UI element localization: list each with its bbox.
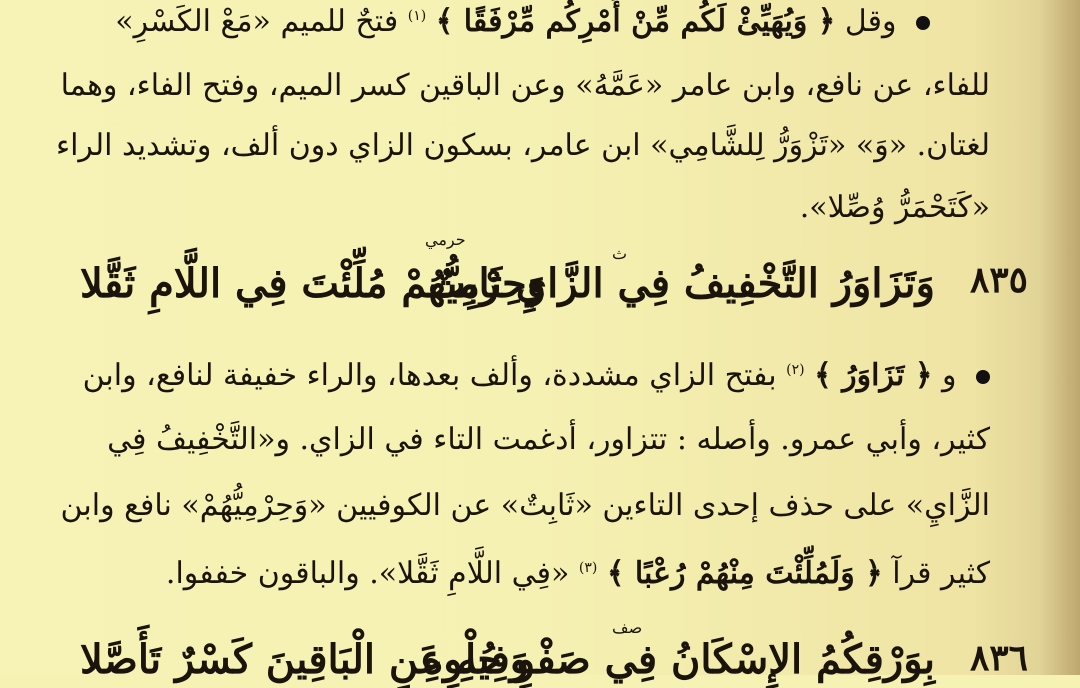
verse-number: ٨٣٦ xyxy=(970,637,1029,679)
text-line: لغتان. «وَ» «تَزْوَرُّ لِلشَّامِي» ابن عامر، بسكون الزاي دون ألف، وتشديد الراء xyxy=(55,128,990,163)
text-line: «كَتَحْمَرُّ وُصِّلا». xyxy=(799,190,990,225)
bullet-icon xyxy=(976,370,990,384)
quran-quote: ﴿ وَلَمُلِّئْتَ مِنْهُمْ رُعْبًا ﴾ xyxy=(606,556,883,591)
bullet-icon xyxy=(916,16,930,30)
text-line xyxy=(166,548,990,594)
line-suffix: «فِي اللَّامِ ثَقَّلا». والباقون خففوا. xyxy=(165,556,570,591)
text-line: للفاء، عن نافع، وابن عامر «عَمَّهُ» وعن الباقين كسر الميم، وفتح الفاء، وهما xyxy=(60,68,990,103)
footnote-marker: (٣) xyxy=(578,560,598,576)
text-line: كثير، وأبي عمرو. وأصله : تتزاور، أدغمت التاء في الزاي. و«التَّخْفِيفُ فِي xyxy=(107,422,990,457)
verse-hemistich-left: وَفِيهِ عَنِ الْبَاقِينَ كَسْرٌ تَأَصَّلا xyxy=(80,636,530,683)
text-line xyxy=(83,350,990,396)
verse-number: ٨٣٥ xyxy=(970,259,1029,301)
quran-quote: ﴿ وَيُهَيِّئْ لَكُم مِّنْ أَمْرِكُم مِّرْفَقًا ﴾ xyxy=(435,4,836,39)
line-prefix: وقل xyxy=(844,4,897,39)
text-line: الزَّايِ» على حذف إحدى التاءين «ثَابِتٌ» عن الكوفيين «وَحِرْمِيُّهُمْ» نافع وابن xyxy=(60,488,990,523)
verse-annotation: ث xyxy=(612,244,628,263)
footnote-marker: (١) xyxy=(407,8,427,24)
verse-annotation: حرمي xyxy=(425,230,466,249)
verse-hemistich-right: وَتَزَاوَرُ التَّخْفِيفُ فِي الزَّايِ ثَابِتٌ xyxy=(428,260,935,307)
verse-hemistich-left: وَحِرْمِيُّهُمْ مُلِّئْتَ فِي اللَّامِ ثَقَّلا xyxy=(80,260,547,307)
verse-annotation: صف xyxy=(612,618,643,637)
line-suffix: فتحٌ للميم «مَعْ الكَسْرِ» xyxy=(115,4,399,39)
line-suffix: بفتح الزاي مشددة، وألف بعدها، والراء خفيفة لنافع، وابن xyxy=(82,358,777,393)
quran-quote: ﴿ تَزَاوَرُ ﴾ xyxy=(814,358,933,393)
line-prefix: كثير قرآ xyxy=(892,556,990,591)
text-line xyxy=(115,0,930,42)
line-prefix: و xyxy=(941,358,957,393)
page-edge-shadow xyxy=(1040,0,1080,675)
verse-hemistich-right: بِوَرْقِكُمُ الإِسْكَانُ فِي صَفْوِ حُلْوِهِ xyxy=(422,636,935,683)
footnote-marker: (٢) xyxy=(786,362,805,378)
